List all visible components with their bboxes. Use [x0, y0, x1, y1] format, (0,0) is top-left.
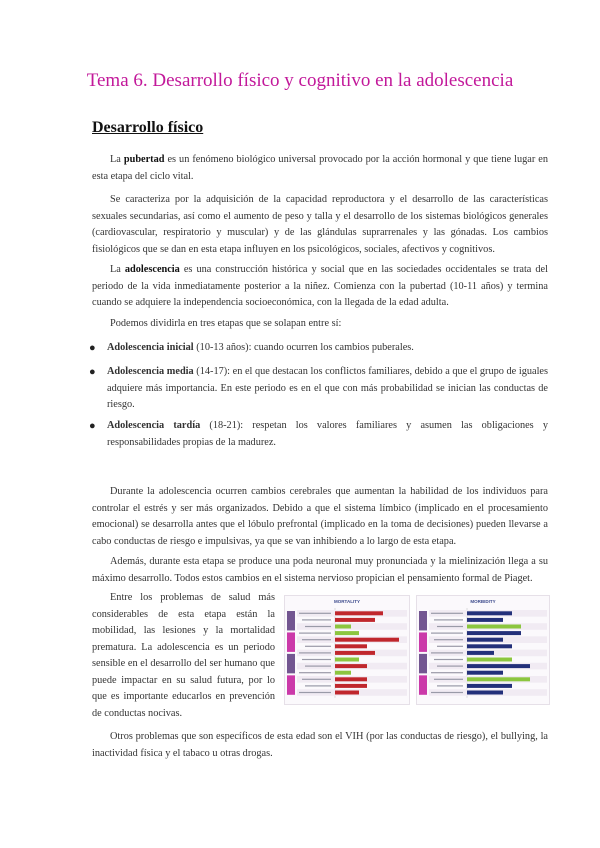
mortality-chart [284, 595, 410, 705]
chart-bar [467, 664, 530, 668]
chart-category-label [305, 626, 331, 627]
paragraph-problemas-salud: Entre los problemas de salud más considerables de esta etapa están la mobilidad, las lesiones y la mortalidad prematura. La adolescencia es un periodo sensible en el desarrollo del ser humano que puede impactar en su salud futura, por lo que es importante educarlos en prevención de conductas nocivas. [92, 592, 275, 719]
chart-band [419, 654, 427, 673]
chart-category-label [431, 692, 463, 693]
paragraph-caracteristicas: Se caracteriza por la adquisición de la capacidad reproductora y el desarrollo de las características sexuales secundarias, así como el aumento de peso y talla y el desarrollo de los sistemas biológicos generales (cardiovascular, respiratorio y muscular) y de las glándulas suprarrenales y las gónadas. Los cambios fisiológicos que se dan en esta etapa influyen en los psicológicos, sociales, afectivos y cognitivos. [92, 194, 548, 255]
chart-category-label [431, 613, 463, 614]
bullet-icon: ● [89, 366, 96, 378]
bullet-icon: ● [89, 420, 96, 432]
chart-category-label [434, 619, 463, 620]
morbidity-chart [416, 595, 550, 705]
paragraph-adolescencia: La adolescencia es una construcción histórica y social que en las sociedades occidentales se trata del periodo de la vida inmediatamente posterior a la niñez. Comienza con la pubertad (10-11 años) y termina cuando se adquiere la independencia socioeconómica, con la llegada de la edad adulta. [92, 264, 548, 308]
chart-bar [335, 618, 375, 622]
mortality-chart-svg [285, 596, 409, 704]
chart-category-label [437, 666, 463, 667]
section-heading: Desarrollo físico [92, 119, 204, 136]
paragraph-poda-neuronal: Además, durante esta etapa se produce una poda neuronal muy pronunciada y la mielinización llega a su máximo desarrollo. Todos estos cambios en el sistema nervioso propician el pensamiento formal de Piaget. [92, 556, 548, 584]
paragraph-pubertad: La pubertad es un fenómeno biológico universal provocado por la acción hormonal y que tiene lugar en esta etapa del ciclo vital. [92, 154, 548, 182]
chart-bar [467, 671, 503, 675]
chart-bar [335, 677, 367, 681]
chart-bar [467, 631, 521, 635]
chart-bar [335, 651, 375, 655]
chart-category-label [434, 679, 463, 680]
chart-band [419, 611, 427, 630]
paragraph-etapas: Podemos dividirla en tres etapas que se solapan entre sí: [110, 318, 342, 329]
chart-category-label [305, 646, 331, 647]
list-item-inicial: ● Adolescencia inicial (10-13 años): cuando ocurren los cambios puberales. [107, 340, 548, 357]
chart-bar [335, 684, 367, 688]
morbidity-chart-svg [417, 596, 549, 704]
chart-bar [467, 618, 503, 622]
chart-category-label [431, 633, 463, 634]
chart-bar [467, 625, 521, 629]
chart-category-label [305, 666, 331, 667]
chart-bar [467, 644, 512, 648]
page-title: Tema 6. Desarrollo físico y cognitivo en la adolescencia [86, 70, 514, 91]
chart-category-label [302, 619, 331, 620]
chart-category-label [437, 646, 463, 647]
chart-bar [467, 658, 512, 662]
chart-bar [335, 658, 359, 662]
chart-bar [467, 691, 503, 695]
chart-category-label [299, 652, 331, 653]
chart-bar [467, 638, 503, 642]
mortality-chart-title: MORTALITY [334, 599, 360, 604]
chart-band [419, 632, 427, 651]
chart-band [287, 675, 295, 694]
chart-bar [335, 631, 359, 635]
chart-bar [335, 691, 359, 695]
chart-band [287, 611, 295, 630]
chart-bar [467, 611, 512, 615]
list-item-media: ● Adolescencia media (14-17): en el que destacan los conflictos familiares, debido a que el grupo de iguales adquiere más importancia. En este periodo es en el que con más probabilidad se inician las conductas de riesgo. [89, 366, 549, 410]
chart-bar [335, 638, 399, 642]
chart-bar [335, 664, 367, 668]
bullet-icon: ● [89, 342, 96, 354]
chart-category-label [299, 613, 331, 614]
chart-band [419, 675, 427, 694]
paragraph-otros-problemas: Otros problemas que son específicos de esta edad son el VIH (por las conductas de riesgo), el bullying, la inactividad física y el tabaco u otras drogas. [92, 731, 548, 759]
chart-bar [335, 611, 383, 615]
chart-band [287, 632, 295, 651]
chart-category-label [434, 639, 463, 640]
chart-category-label [431, 672, 463, 673]
chart-category-label [437, 626, 463, 627]
chart-bar [335, 625, 351, 629]
chart-category-label [431, 652, 463, 653]
chart-bar [467, 651, 494, 655]
chart-bar [467, 677, 530, 681]
chart-category-label [437, 685, 463, 686]
morbidity-chart-title: MORBIDITY [470, 599, 496, 604]
chart-bar [335, 671, 351, 675]
chart-category-label [299, 633, 331, 634]
chart-band [287, 654, 295, 673]
list-item-tardia: ● Adolescencia tardía (18-21): respetan los valores familiares y asumen las obligaciones y responsabilidades propias de la madurez. [89, 420, 548, 448]
chart-category-label [302, 679, 331, 680]
chart-category-label [302, 639, 331, 640]
chart-category-label [434, 659, 463, 660]
chart-bar [335, 644, 367, 648]
chart-category-label [305, 685, 331, 686]
chart-category-label [299, 692, 331, 693]
paragraph-cambios-cerebrales: Durante la adolescencia ocurren cambios cerebrales que aumentan la habilidad de los individuos para controlar el estrés y ser más organizados. Debido a que el sistema límbico (implicado en el procesamiento emocional) se desarrolla antes que el lóbulo prefrontal (implicado en la toma de decisiones) pueden llevarse a cabo conductas de riesgo e impulsivas, ya que se van inhibiendo a lo largo de esta etapa. [92, 486, 548, 547]
chart-category-label [299, 672, 331, 673]
chart-bar [467, 684, 512, 688]
chart-category-label [302, 659, 331, 660]
